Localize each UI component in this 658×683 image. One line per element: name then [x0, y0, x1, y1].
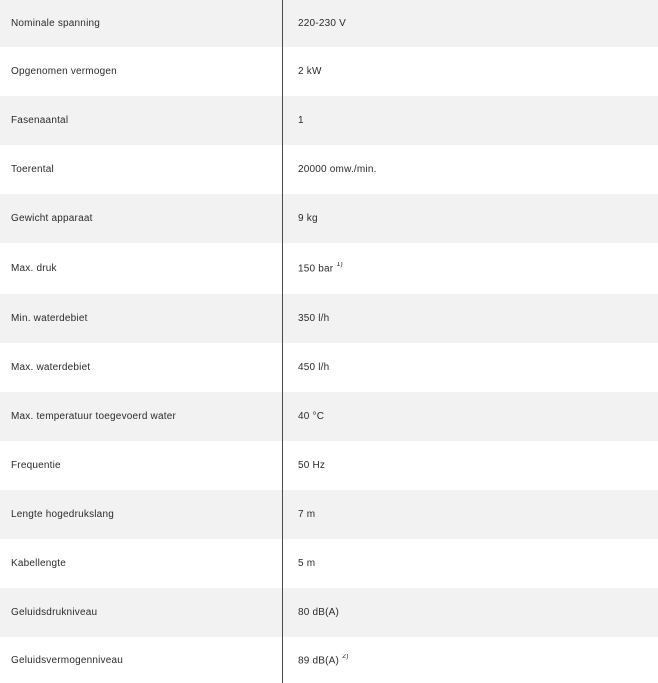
spec-row	[0, 588, 658, 637]
spec-value-text: 220-230 V	[298, 18, 346, 29]
spec-row	[0, 392, 658, 441]
column-divider	[282, 0, 283, 683]
spec-value	[282, 18, 658, 29]
spec-value	[282, 362, 658, 373]
spec-value-text: 50 Hz	[298, 460, 326, 471]
spec-value	[282, 607, 658, 618]
spec-value	[282, 262, 658, 274]
spec-row	[0, 637, 658, 683]
spec-row	[0, 441, 658, 490]
spec-value-text: 150 bar	[298, 263, 334, 275]
spec-value	[282, 654, 658, 666]
spec-row	[0, 96, 658, 145]
spec-row	[0, 294, 658, 343]
spec-label: Frequentie	[11, 460, 61, 471]
spec-value-text: 7 m	[298, 509, 316, 520]
spec-value-text: 350 l/h	[298, 313, 330, 324]
spec-label: Geluidsvermogenniveau	[11, 654, 124, 666]
spec-value-text: 450 l/h	[298, 362, 330, 373]
spec-value	[282, 66, 658, 77]
spec-label: Opgenomen vermogen	[11, 66, 117, 77]
spec-label: Max. druk	[11, 263, 57, 274]
spec-row	[0, 243, 658, 294]
spec-row	[0, 490, 658, 539]
spec-value	[282, 313, 658, 324]
spec-row	[0, 194, 658, 243]
spec-value-text: 2 kW	[298, 66, 322, 77]
footnote-marker: 2)	[342, 653, 349, 660]
spec-label: Toerental	[11, 164, 54, 175]
spec-label: Geluidsdrukniveau	[11, 607, 98, 618]
spec-value	[282, 164, 658, 175]
footnote-marker: 1)	[336, 262, 343, 269]
spec-label: Max. temperatuur toegevoerd water	[11, 411, 177, 422]
spec-row	[0, 539, 658, 588]
spec-value	[282, 509, 658, 520]
spec-value	[282, 213, 658, 224]
spec-value-text: 5 m	[298, 558, 316, 569]
spec-value-text: 40 °C	[298, 411, 325, 422]
spec-value-text: 20000 omw./min.	[298, 164, 377, 175]
spec-label: Lengte hogedrukslang	[11, 509, 114, 520]
spec-value-text: 80 dB(A)	[298, 607, 340, 618]
spec-label: Min. waterdebiet	[11, 313, 88, 324]
spec-value-text: 9 kg	[298, 213, 318, 224]
spec-label: Kabellengte	[11, 558, 67, 569]
spec-value	[282, 115, 658, 126]
spec-value	[282, 558, 658, 569]
spec-row	[0, 343, 658, 392]
spec-value	[282, 411, 658, 422]
spec-row	[0, 145, 658, 194]
spec-value	[282, 460, 658, 471]
spec-label: Gewicht apparaat	[11, 213, 93, 224]
spec-label: Fasenaantal	[11, 115, 69, 126]
spec-row	[0, 0, 658, 47]
spec-value-text: 89 dB(A)	[298, 655, 340, 667]
spec-label: Max. waterdebiet	[11, 362, 91, 373]
spec-label: Nominale spanning	[11, 18, 101, 29]
spec-row	[0, 47, 658, 96]
spec-value-text: 1	[298, 115, 304, 126]
